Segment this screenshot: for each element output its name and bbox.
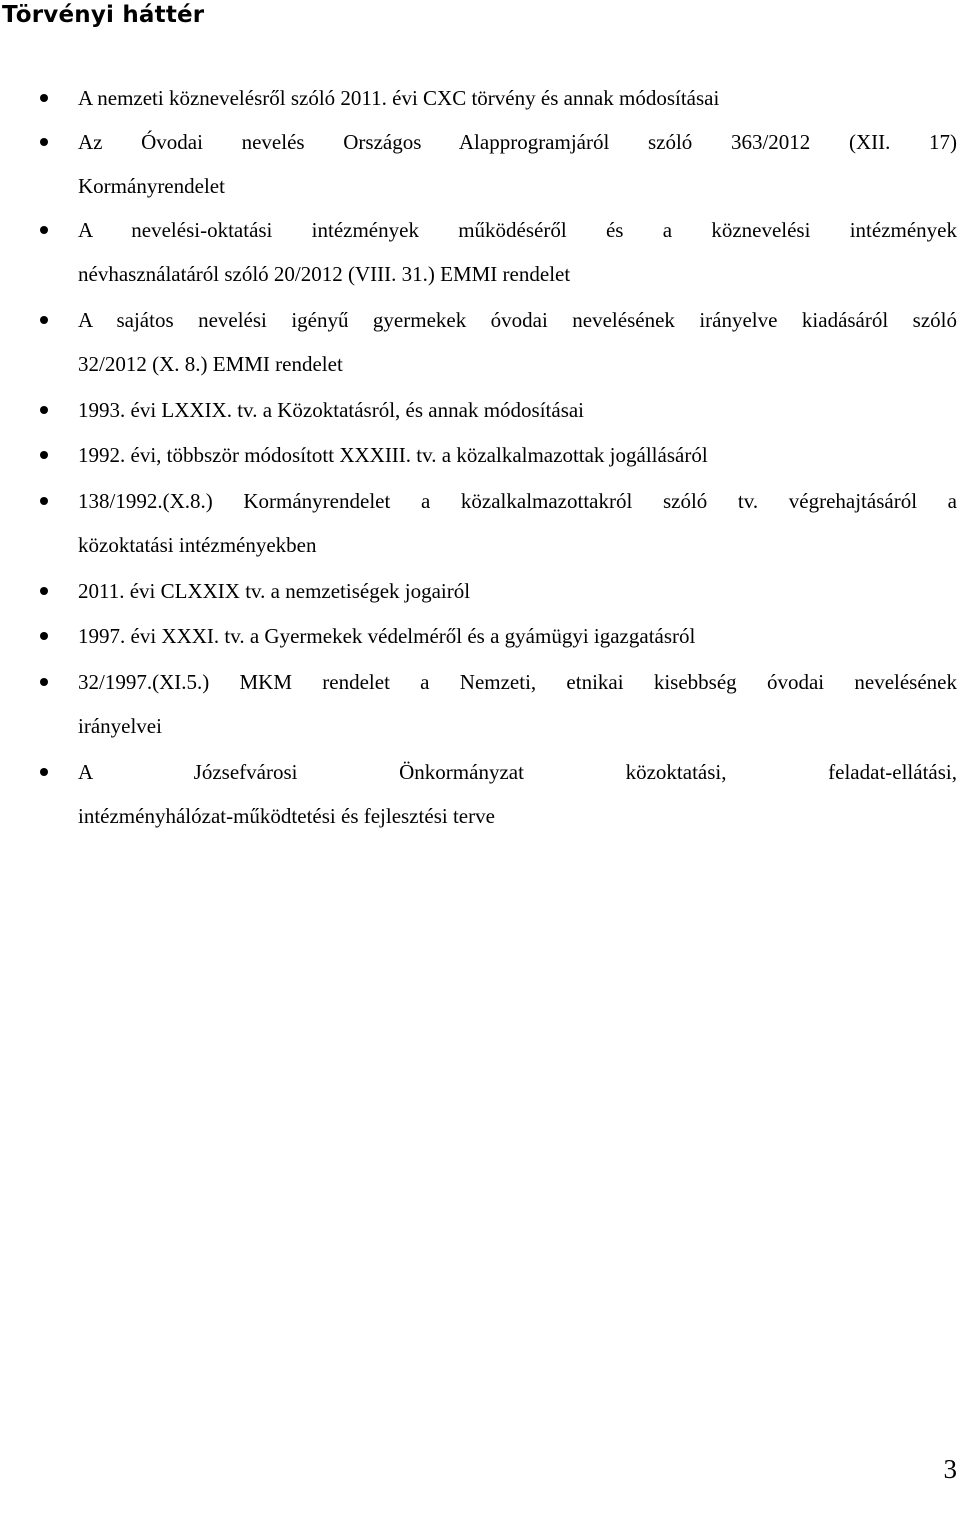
list-item-line: 138/1992.(X.8.) Kormányrendelet a közalkalmazottakról szóló tv. végrehajtásáról a [78,489,957,513]
list-item-text [78,208,957,296]
list-item-line: A sajátos nevelési igényű gyermekek óvodai nevelésének irányelve kiadásáról szóló [78,308,957,332]
list-item-line: 1993. évi LXXIX. tv. a Közoktatásról, és annak módosításai [78,398,585,422]
bullet-icon [40,678,48,686]
bullet-icon [40,768,48,776]
list-item-text [78,433,957,477]
list-item-text [78,388,957,432]
list-item-line: 32/1997.(XI.5.) MKM rendelet a Nemzeti, etnikai kisebbség óvodai nevelésének [78,670,957,694]
list-item-line: A nemzeti köznevelésről szóló 2011. évi CXC törvény és annak módosításai [78,86,720,110]
bullet-icon [40,94,48,102]
page-number: 3 [943,1454,957,1484]
list-item-text [78,750,957,838]
bullet-icon [40,632,48,640]
list-item-line: A nevelési-oktatási intézmények működéséről és a köznevelési intézmények [78,218,957,242]
list-item-text [78,479,957,567]
bullet-icon [40,406,48,414]
list-item-line: Az Óvodai nevelés Országos Alapprogramjáról szóló 363/2012 (XII. 17) [78,130,957,154]
bullet-icon [40,138,48,146]
list-item-line: 1997. évi XXXI. tv. a Gyermekek védelméről és a gyámügyi igazgatásról [78,624,696,648]
list-item-line: Kormányrendelet [78,174,225,198]
bullet-icon [40,316,48,324]
list-item-line: 1992. évi, többször módosított XXXIII. tv. a közalkalmazottak jogállásáról [78,443,708,467]
list-item-text [78,76,957,120]
page-title: Törvényi háttér [2,2,205,28]
list-item-text [78,660,957,748]
list-item-text [78,120,957,208]
list-item-line: A Józsefvárosi Önkormányzat közoktatási, feladat-ellátási, [78,760,957,784]
list-item-line: 2011. évi CLXXIX tv. a nemzetiségek jogairól [78,579,471,603]
bullet-icon [40,226,48,234]
list-item-line: intézményhálózat-működtetési és fejlesztési terve [78,804,495,828]
bullet-icon [40,451,48,459]
list-item-line: 32/2012 (X. 8.) EMMI rendelet [78,352,343,376]
list-item-text [78,298,957,386]
bullet-icon [40,587,48,595]
list-item-line: irányelvei [78,714,162,738]
list-item-text [78,614,957,658]
list-item-line: névhasználatáról szóló 20/2012 (VIII. 31.) EMMI rendelet [78,262,571,286]
bullet-icon [40,497,48,505]
list-item-line: közoktatási intézményekben [78,533,317,557]
list-item-text [78,569,957,613]
